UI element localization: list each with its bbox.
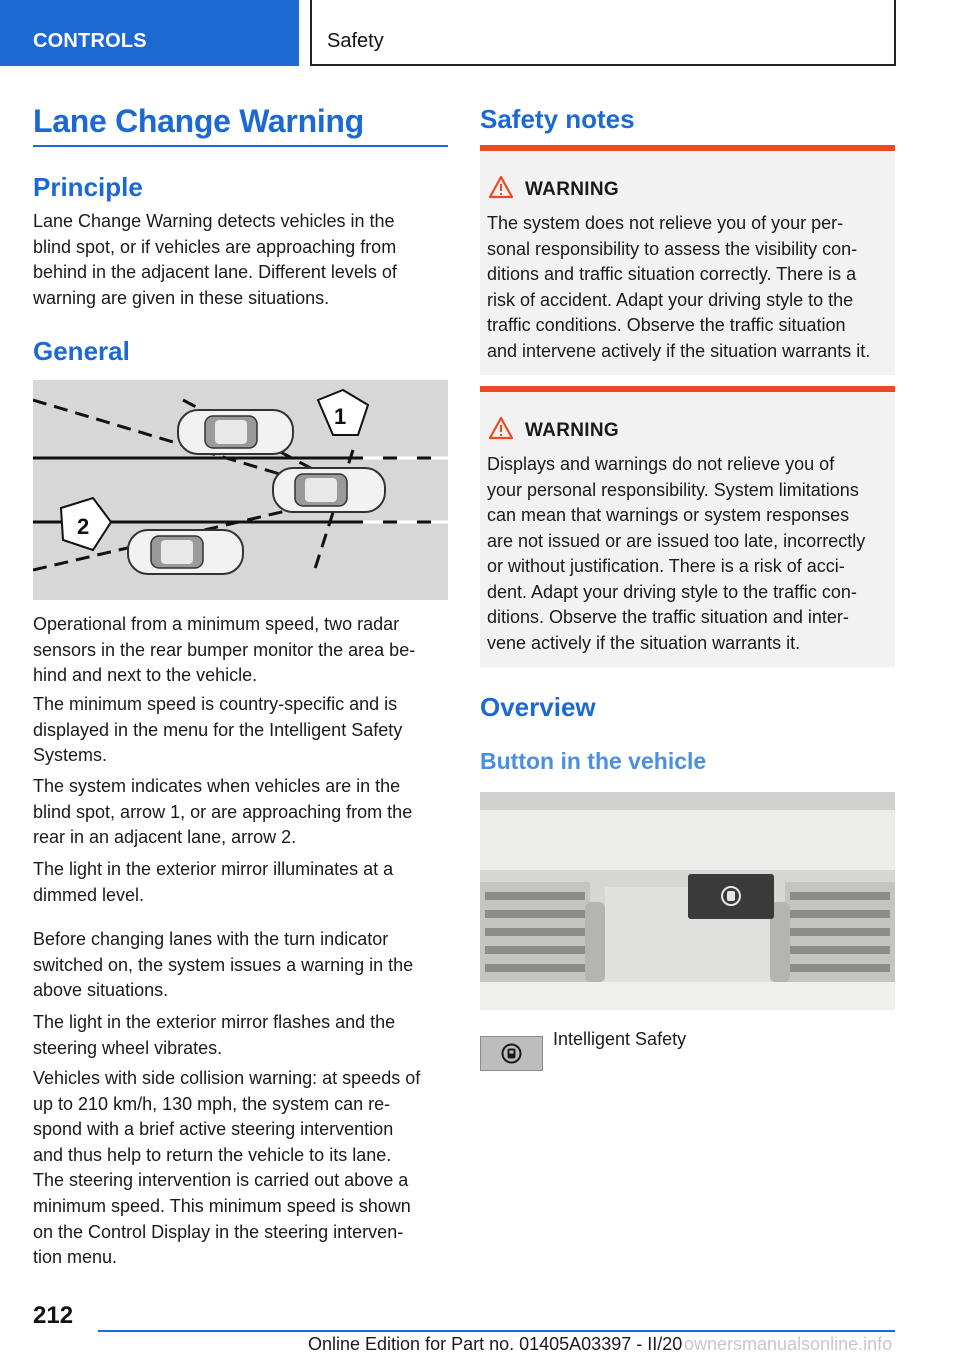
heading-rule [33,145,448,147]
warning-text: Displays and warnings do not relieve you of your personal responsibility. System limitations can mean that warnings or system responses are not issued or are issued too late, incorrectly or without justification. There is a risk of acci‐ dent. Adapt your driving style to the traffic con‐ ditions. Observe the traffic situation and inter‐ vene actively if the situation warrants it. [487,454,866,653]
paragraph-before-changing: Before changing lanes with the turn indicator switched on, the system issues a warning in the above situations. [33,929,414,1001]
arrow-1-label: 1 [334,404,347,429]
paragraph-minimum-speed: The minimum speed is country-specific and is displayed in the menu for the Intelligent Safety Systems. [33,694,403,766]
arrow-2-icon [61,498,111,550]
car-approaching [128,530,243,574]
warning-box-1 [480,145,895,375]
left-air-vent [480,882,605,982]
overview-heading: Overview [480,692,596,722]
paragraph-light-flashes: The light in the exterior mirror flashes and the steering wheel vibrates. [33,1012,396,1058]
car-blind-spot [178,410,293,454]
button-photo [480,792,895,1010]
paragraph-side-collision: Vehicles with side collision warning: at speeds of up to 210 km/h, 130 mph, the system can re‐ spond with a brief active steering intervention and thus help to return the vehicle to its lane. The steering intervention is carried out above a minimum speed. This minimum speed is shown on the Control Display in the steering interven‐ tion menu. [33,1068,421,1268]
warning-box-2 [480,386,895,667]
warning-text: The system does not relieve you of your per‐ sonal responsibility to assess the visibility con‐ ditions and traffic situation correctly. There is a risk of accident. Adapt your driving style to the traffic conditions. Observe the traffic situation and intervene actively if the situation warrants it. [487,213,871,361]
warning-label: WARNING [525,179,619,200]
right-air-vent [770,882,895,982]
paragraph-operational: Operational from a minimum speed, two radar sensors in the rear bumper monitor the area be‐ hind and next to the vehicle. [33,614,416,686]
car-own-vehicle [273,468,385,512]
general-heading: General [33,336,130,366]
footer-watermark: ownersmanualsonline.info [684,1334,893,1354]
page-title-label: Safety [327,30,384,52]
page-heading: Lane Change Warning [33,103,364,139]
intelligent-safety-symbol [480,1036,543,1071]
section-label: CONTROLS [33,30,147,52]
lane-diagram [33,380,448,600]
safety-notes-heading: Safety notes [480,104,635,134]
intelligent-safety-icon [481,1037,542,1070]
section-tab [0,0,299,66]
paragraph-indicates: The system indicates when vehicles are in the blind spot, arrow 1, or are approaching from the rear in an adjacent lane, arrow 2. [33,776,413,848]
warning-triangle-icon [488,416,514,440]
principle-text: Lane Change Warning detects vehicles in the blind spot, or if vehicles are approaching from behind in the adjacent lane. Different levels of warning are given in these situations. [33,211,397,308]
warning-triangle-icon [488,175,514,199]
dashboard-vents-illustration [480,792,895,1010]
arrow-2-label: 2 [77,514,90,539]
principle-heading: Principle [33,172,143,202]
lane-change-illustration [33,380,448,600]
button-in-vehicle-heading: Button in the vehicle [480,748,707,774]
intelligent-safety-button [688,874,774,919]
footer-rule [98,1330,895,1332]
paragraph-light-dimmed: The light in the exterior mirror illuminates at a dimmed level. [33,859,394,905]
arrow-1-icon [318,390,368,435]
footer-edition: Online Edition for Part no. 01405A03397 - II/20 [308,1334,683,1354]
page-title-tab [310,0,896,66]
warning-label: WARNING [525,420,619,441]
page-number: 212 [33,1302,74,1329]
intelligent-safety-label: Intelligent Safety [553,1029,687,1049]
